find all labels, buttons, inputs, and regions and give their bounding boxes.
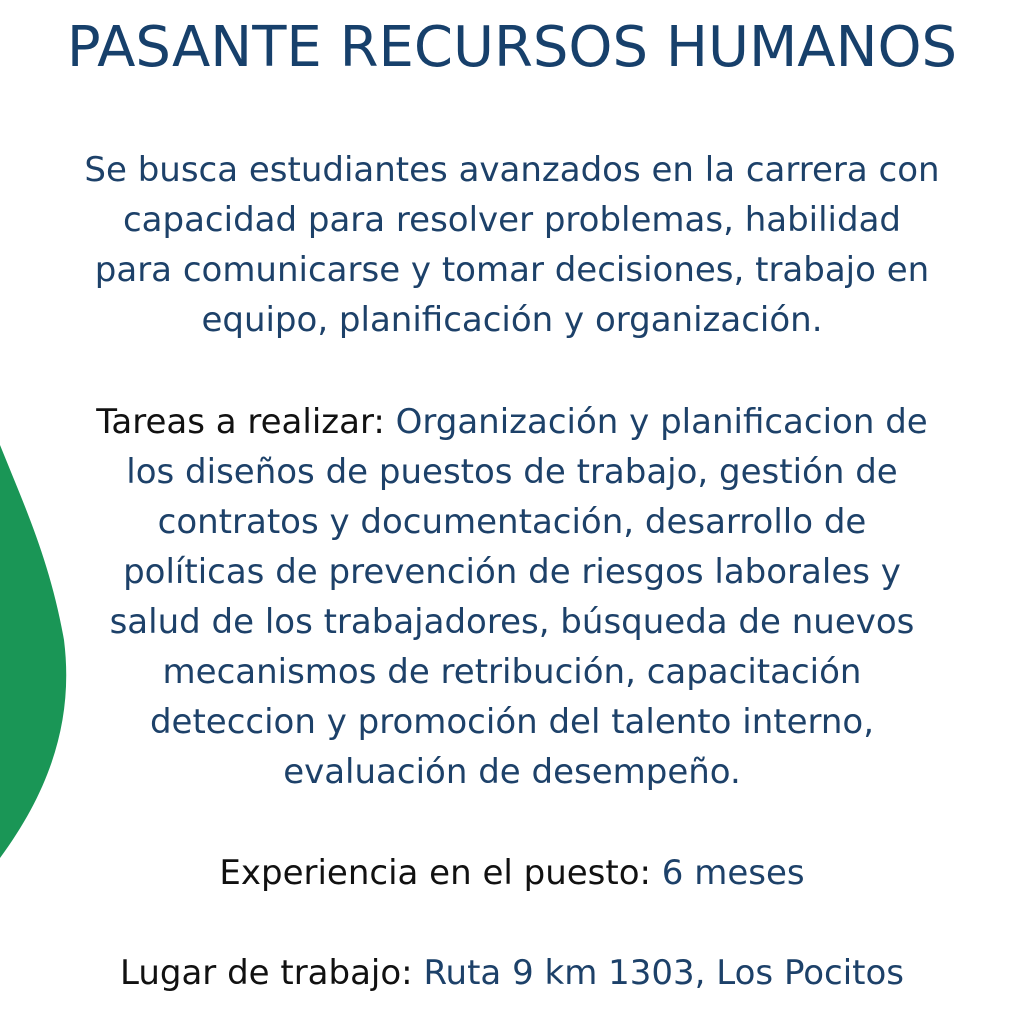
- tasks-line: políticas de prevención de riesgos laborales y: [123, 552, 901, 592]
- experience-label: Experiencia en el puesto:: [219, 853, 651, 893]
- workplace-label: Lugar de trabajo:: [119, 953, 413, 993]
- experience-line: [60, 848, 964, 898]
- intro-line: equipo, planificación y organización.: [201, 300, 823, 340]
- workplace-value: Ruta 9 km 1303, Los Pocitos: [423, 953, 905, 993]
- tasks-first-value: Organización y planificacion de: [395, 402, 928, 442]
- tasks-first-line: [60, 397, 964, 447]
- tasks-line: los diseños de puestos de trabajo, gestión de: [126, 452, 898, 492]
- tasks-line: deteccion y promoción del talento interno,: [149, 702, 875, 742]
- tasks-line: salud de los trabajadores, búsqueda de nuevos: [109, 602, 915, 642]
- intro-line: Se busca estudiantes avanzados en la carrera con: [84, 150, 940, 190]
- tasks-line: evaluación de desempeño.: [283, 752, 741, 792]
- intro-line: para comunicarse y tomar decisiones, trabajo en: [94, 250, 930, 290]
- green-drop-path: [0, 445, 66, 858]
- workplace-line: [60, 948, 964, 998]
- tasks-label: Tareas a realizar:: [96, 402, 385, 442]
- experience-value: 6 meses: [661, 853, 805, 893]
- tasks-line: contratos y documentación, desarrollo de: [157, 502, 867, 542]
- intro-line: capacidad para resolver problemas, habilidad: [122, 200, 901, 240]
- tasks-paragraph: [60, 397, 964, 797]
- page-title: PASANTE RECURSOS HUMANOS: [66, 15, 958, 80]
- tasks-line: mecanismos de retribución, capacitación: [162, 652, 862, 692]
- intro-paragraph: [60, 145, 964, 345]
